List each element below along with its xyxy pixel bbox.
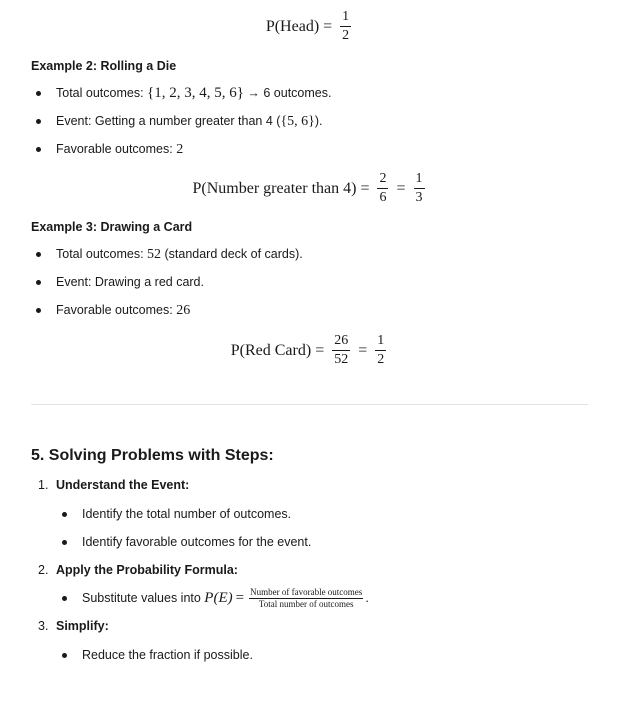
eq-equals: =: [315, 341, 325, 359]
eq-lhs: P(Red Card): [230, 341, 312, 359]
denominator: 2: [377, 352, 385, 367]
equation-p-head: [0, 10, 621, 43]
list-item: Identify the total number of outcomes.: [62, 504, 311, 524]
list-item: Favorable outcomes: 2: [36, 139, 331, 167]
example-2-list: [36, 83, 331, 167]
example-2-heading: Example 2: Rolling a Die: [31, 59, 177, 73]
eq-lhs: P(Number greater than 4): [192, 179, 357, 197]
eq-equals: =: [360, 179, 370, 197]
step-1-list: [62, 504, 311, 552]
fraction: [377, 172, 388, 205]
step-1: 1. Understand the Event:: [38, 478, 190, 492]
equation-p-red-card: [0, 334, 621, 367]
list-item: Event: Drawing a red card.: [36, 272, 303, 300]
denominator: 2: [342, 28, 350, 43]
list-item: Total outcomes: 52 (standard deck of cards).: [36, 244, 303, 272]
eq-equals: =: [323, 17, 333, 35]
list-item: Substitute values into P(E) = $\frac{\text{Number of favorable outcomes}}{\text{Total number of outcomes}}$ .: [62, 588, 369, 608]
eq-equals: =: [396, 179, 406, 197]
fraction: [414, 172, 425, 205]
denominator: 3: [415, 190, 423, 205]
denominator: 6: [379, 190, 387, 205]
step-3: 3. Simplify:: [38, 619, 109, 633]
step-2-list: [62, 588, 369, 608]
list-item: Total outcomes: {1, 2, 3, 4, 5, 6} → 6 outcomes.: [36, 83, 331, 111]
list-item: Reduce the fraction if possible.: [62, 645, 253, 665]
divider: [31, 404, 588, 405]
numerator: 1: [340, 10, 351, 27]
numerator: 1: [414, 172, 425, 189]
list-item: Identify favorable outcomes for the event.: [62, 532, 311, 552]
step-3-list: [62, 645, 253, 665]
list-item: Favorable outcomes: 26: [36, 300, 303, 328]
denominator: 52: [334, 352, 349, 367]
fraction: $\frac{\text{Number of favorable outcomes}}{\text{Total number of outcomes}}$: [250, 587, 363, 610]
fraction: [375, 334, 386, 367]
example-3-heading: Example 3: Drawing a Card: [31, 220, 193, 234]
numerator: 2: [377, 172, 388, 189]
list-item: Event: Getting a number greater than 4 ({5, 6}).: [36, 111, 331, 139]
eq-equals: =: [358, 341, 368, 359]
numerator: 1: [375, 334, 386, 351]
fraction: [332, 334, 350, 367]
equation-p-greater-4: [0, 172, 621, 205]
eq-lhs: P(Head): [265, 17, 320, 35]
numerator: 26: [332, 334, 350, 351]
step-2: 2. Apply the Probability Formula:: [38, 563, 238, 577]
fraction: [340, 10, 351, 43]
section-5-heading: 5. Solving Problems with Steps:: [31, 447, 274, 464]
example-3-list: [36, 244, 303, 328]
